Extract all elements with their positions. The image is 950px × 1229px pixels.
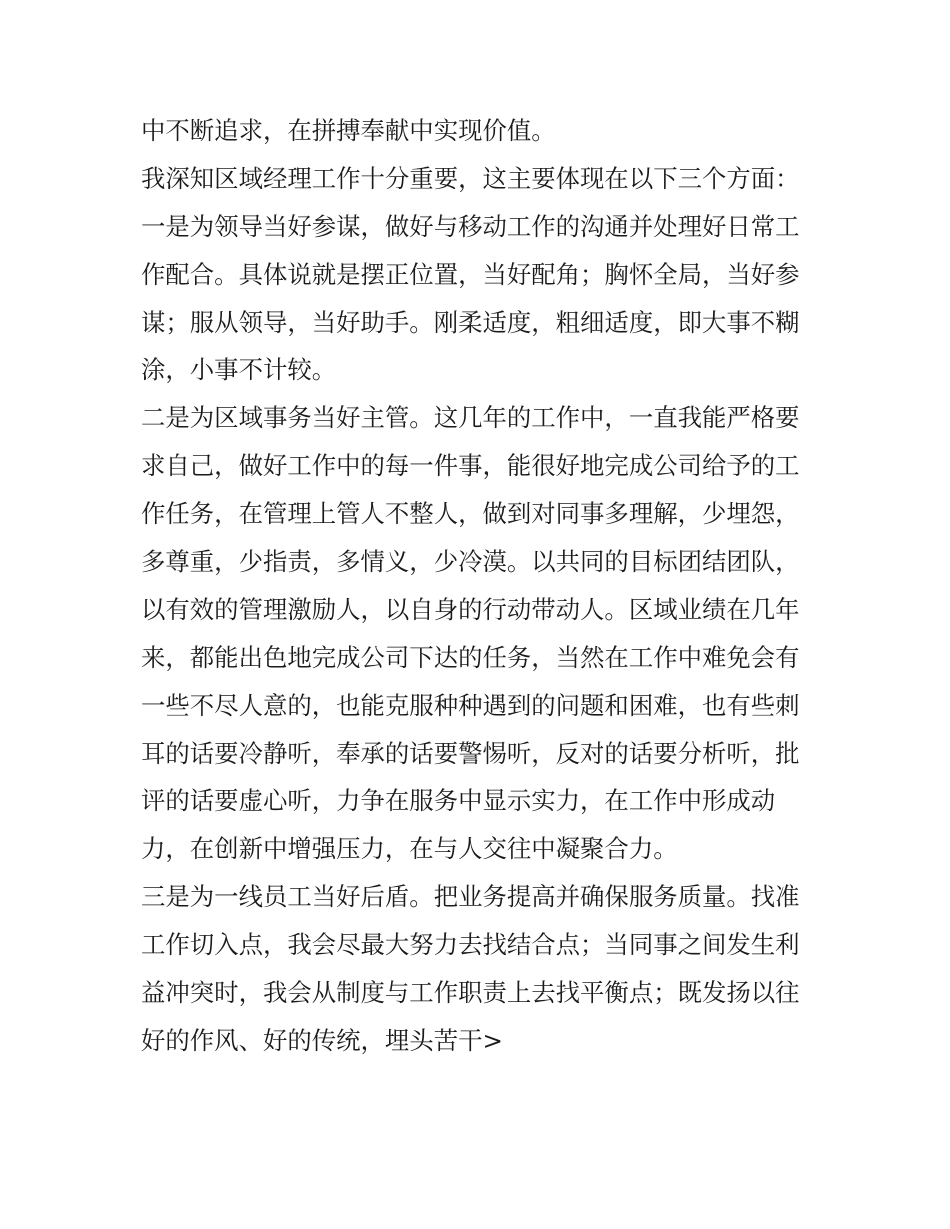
text-line: 好的作风、好的传统，埋头苦干> xyxy=(141,1025,503,1055)
text-line: 以有效的管理激励人，以自身的行动带动人。区域业绩在几年 xyxy=(141,594,800,624)
text-line: 谋；服从领导，当好助手。刚柔适度，粗细适度，即大事不糊 xyxy=(141,307,800,337)
text-line: 益冲突时，我会从制度与工作职责上去找平衡点；既发扬以往 xyxy=(141,978,800,1008)
text-line: 工作切入点，我会尽最大努力去找结合点；当同事之间发生利 xyxy=(141,930,800,960)
text-line: 一些不尽人意的，也能克服种种遇到的问题和困难，也有些刺 xyxy=(141,690,800,720)
text-line: 我深知区域经理工作十分重要，这主要体现在以下三个方面： xyxy=(141,163,800,193)
text-line: 二是为区域事务当好主管。这几年的工作中，一直我能严格要 xyxy=(141,403,800,433)
text-line: 评的话要虚心听，力争在服务中显示实力，在工作中形成动 xyxy=(141,786,776,816)
text-line: 来，都能出色地完成公司下达的任务，当然在工作中难免会有 xyxy=(141,642,800,672)
text-line: 耳的话要冷静听，奉承的话要警惕听，反对的话要分析听，批 xyxy=(141,738,800,768)
text-line: 求自己，做好工作中的每一件事，能很好地完成公司给予的工 xyxy=(141,451,800,481)
text-line: 力，在创新中增强压力，在与人交往中凝聚合力。 xyxy=(141,834,678,864)
text-line: 中不断追求，在拼搏奉献中实现价值。 xyxy=(141,116,556,145)
document-body xyxy=(141,107,821,1065)
text-line: 一是为领导当好参谋，做好与移动工作的沟通并处理好日常工 xyxy=(141,211,800,241)
text-line: 涂，小事不计较。 xyxy=(141,355,337,385)
text-line: 多尊重，少指责，多情义，少冷漠。以共同的目标团结团队， xyxy=(141,547,800,577)
text-line: 三是为一线员工当好后盾。把业务提高并确保服务质量。找准 xyxy=(141,882,800,912)
text-line: 作任务，在管理上管人不整人，做到对同事多理解，少埋怨， xyxy=(141,499,800,529)
text-line: 作配合。具体说就是摆正位置，当好配角；胸怀全局，当好参 xyxy=(141,259,800,289)
